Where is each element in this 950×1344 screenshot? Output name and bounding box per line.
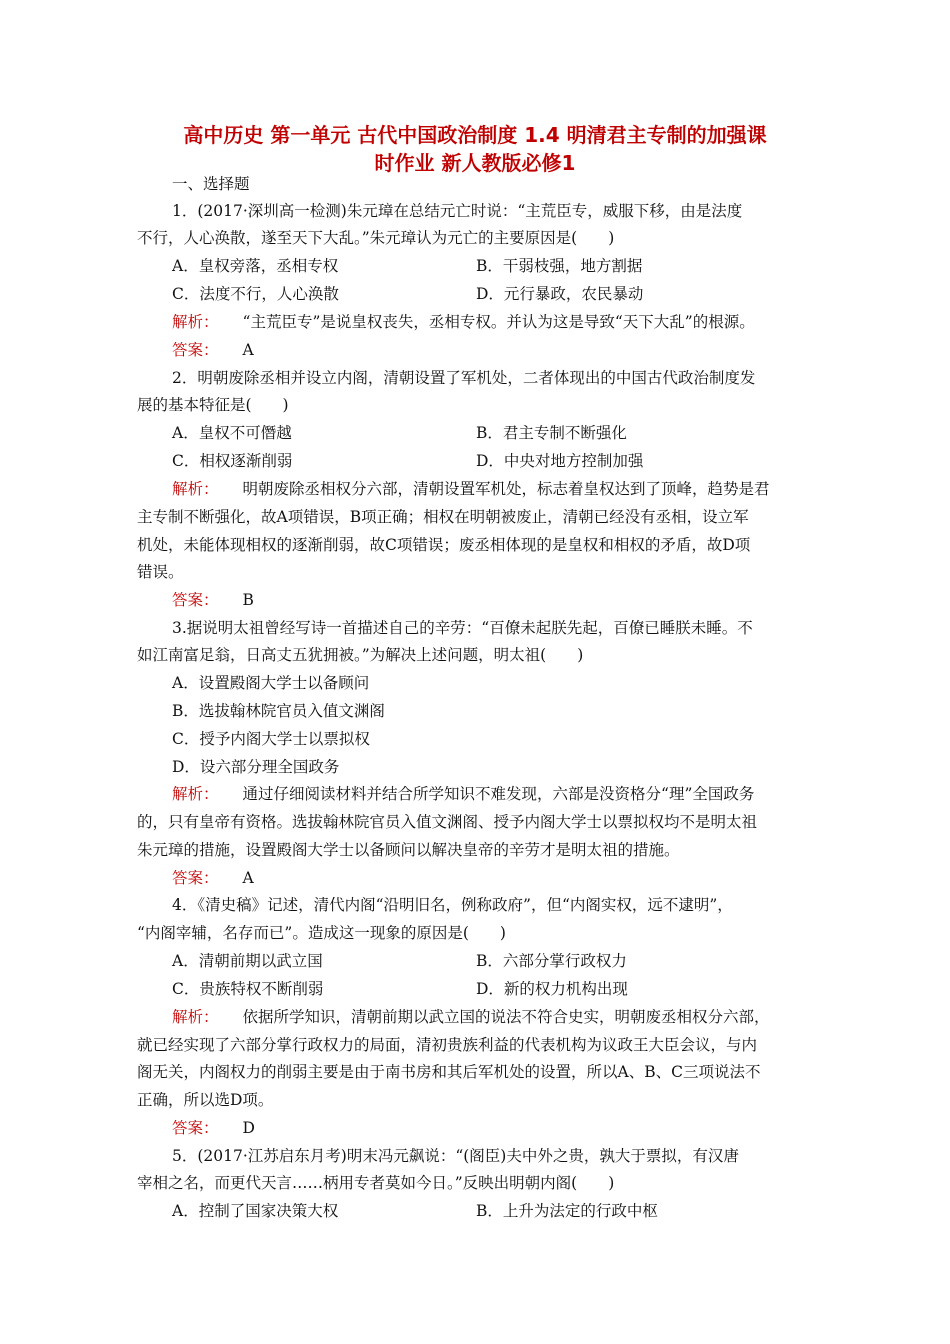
question-1-option-a: A．皇权旁落，丞相专权 [172, 257, 339, 275]
question-4-answer-value: D [242, 1119, 255, 1137]
question-4-analysis-line-3: 阁无关，内阁权力的削弱主要是由于南书房和其后军机处的设置，所以A、B、C三项说法不 [137, 1063, 761, 1081]
question-4-option-d: D．新的权力机构出现 [476, 980, 628, 998]
question-1-stem-line-2: 不行，人心涣散，遂至天下大乱。”朱元璋认为元亡的主要原因是( ) [137, 229, 615, 247]
question-2-option-b: B．君主专制不断强化 [476, 424, 627, 442]
question-2-stem-line-2: 展的基本特征是( ) [137, 396, 289, 414]
question-3-stem-line-1: 3.据说明太祖曾经写诗一首描述自己的辛劳：“百僚未起朕先起，百僚已睡朕未睡。不 [172, 619, 753, 637]
answer-label: 答案： [172, 591, 219, 609]
question-2-option-a: A．皇权不可僭越 [172, 424, 292, 442]
analysis-label: 解析： [172, 785, 219, 803]
question-1-option-d: D．元行暴政，农民暴动 [476, 285, 644, 303]
question-3-option-c: C．授予内阁大学士以票拟权 [172, 730, 370, 748]
analysis-label: 解析： [172, 313, 219, 331]
question-4-answer [172, 1118, 255, 1138]
question-3-answer-value: A [242, 869, 254, 887]
question-1-stem-line-1: 1．(2017·深圳高一检测)朱元璋在总结元亡时说：“主荒臣专，威服下移，由是法度 [172, 202, 743, 220]
question-3-option-b: B．选拔翰林院官员入值文渊阁 [172, 702, 385, 720]
question-3-analysis-line-1: 通过仔细阅读材料并结合所学知识不难发现，六部是没资格分“理”全国政务 [242, 785, 755, 803]
question-3-analysis-line-2: 的，只有皇帝有资格。选拔翰林院官员入值文渊阁、授予内阁大学士以票拟权均不是明太祖 [137, 813, 758, 831]
question-2-answer [172, 590, 254, 610]
question-1-option-b: B．干弱枝强，地方割据 [476, 257, 643, 275]
question-1-option-c: C．法度不行，人心涣散 [172, 285, 339, 303]
analysis-label: 解析： [172, 480, 219, 498]
question-3-analysis-line-3: 朱元璋的措施，设置殿阁大学士以备顾问以解决皇帝的辛劳才是明太祖的措施。 [137, 841, 680, 859]
answer-label: 答案： [172, 341, 219, 359]
question-2-option-d: D．中央对地方控制加强 [476, 452, 644, 470]
document-title-line-1: 高中历史 第一单元 古代中国政治制度 1.4 明清君主专制的加强课 [183, 123, 767, 147]
question-3-analysis [172, 784, 754, 804]
analysis-label: 解析： [172, 1008, 219, 1026]
question-3-answer [172, 868, 254, 888]
question-2-analysis-line-3: 机处，未能体现相权的逐渐削弱，故C项错误；废丞相体现的是皇权和相权的矛盾，故D项 [137, 536, 751, 554]
question-4-option-b: B．六部分掌行政权力 [476, 952, 627, 970]
question-4-analysis [172, 1007, 770, 1027]
question-3-option-d: D．设六部分理全国政务 [172, 758, 340, 776]
question-4-analysis-line-1: 依据所学知识，清朝前期以武立国的说法不符合史实，明朝废丞相权分六部， [242, 1008, 770, 1026]
question-5-option-a: A．控制了国家决策大权 [172, 1202, 339, 1220]
question-3-stem-line-2: 如江南富足翁，日高丈五犹拥被。”为解决上述问题，明太祖( ) [137, 646, 584, 664]
question-5-stem-line-2: 宰相之名，而更代天言……柄用专者莫如今日。”反映出明朝内阁( ) [137, 1174, 615, 1192]
question-2-answer-value: B [242, 591, 254, 609]
question-5-option-b: B．上升为法定的行政中枢 [476, 1202, 658, 1220]
section-heading: 一、选择题 [172, 175, 250, 193]
question-2-analysis-line-2: 主专制不断强化，故A项错误，B项正确；相权在明朝被废止，清朝已经没有丞相，设立军 [137, 508, 749, 526]
question-2-analysis-line-4: 错误。 [137, 563, 184, 581]
question-4-option-a: A．清朝前期以武立国 [172, 952, 323, 970]
question-4-option-c: C．贵族特权不断削弱 [172, 980, 324, 998]
answer-label: 答案： [172, 1119, 219, 1137]
question-1-answer-value: A [242, 341, 254, 359]
question-2-analysis-line-1: 明朝废除丞相权分六部，清朝设置军机处，标志着皇权达到了顶峰，趋势是君 [242, 480, 770, 498]
question-1-analysis-text: “主荒臣专”是说皇权丧失，丞相专权。并认为这是导致“天下大乱”的根源。 [242, 313, 755, 331]
question-3-option-a: A．设置殿阁大学士以备顾问 [172, 674, 370, 692]
question-4-analysis-line-4: 正确，所以选D项。 [137, 1091, 274, 1109]
question-1-analysis [172, 312, 755, 332]
answer-label: 答案： [172, 869, 219, 887]
question-2-option-c: C．相权逐渐削弱 [172, 452, 293, 470]
document-title-line-2: 时作业 新人教版必修1 [374, 151, 576, 175]
question-4-stem-line-2: “内阁宰辅，名存而已”。造成这一现象的原因是( ) [137, 924, 506, 942]
question-5-stem-line-1: 5．(2017·江苏启东月考)明末冯元飙说：“(阁臣)夫中外之贵，孰大于票拟，有汉唐 [172, 1147, 739, 1165]
question-2-analysis [172, 479, 770, 499]
question-1-answer [172, 340, 254, 360]
question-4-stem-line-1: 4．《清史稿》记述，清代内阁“沿明旧名，例称政府”，但“内阁实权，远不逮明”， [172, 896, 733, 914]
question-2-stem-line-1: 2．明朝废除丞相并设立内阁，清朝设置了军机处，二者体现出的中国古代政治制度发 [172, 369, 756, 387]
question-4-analysis-line-2: 就已经实现了六部分掌行政权力的局面，清初贵族利益的代表机构为议政王大臣会议，与内 [137, 1036, 758, 1054]
